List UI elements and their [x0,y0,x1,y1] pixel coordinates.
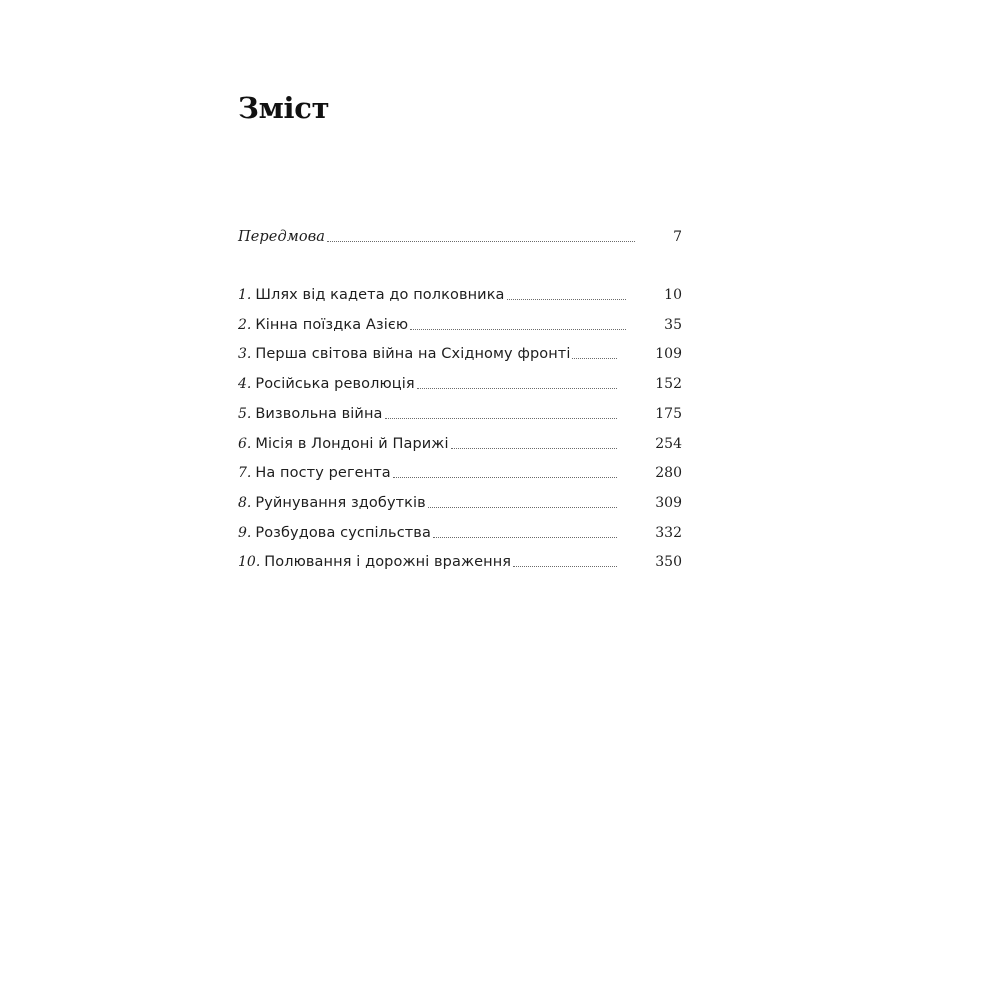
dot-leader [451,447,618,449]
toc-entry-title: Визвольна війна [255,406,383,422]
toc-entry-number: 5. [238,406,252,422]
toc-entry[interactable] [238,492,682,514]
dot-leader [572,357,617,359]
toc-entry-number: 7. [238,465,252,481]
toc-entry[interactable] [238,462,682,484]
toc-entry-page: 332 [655,525,682,541]
toc-entry[interactable] [238,433,682,455]
toc-entry-page: 7 [673,229,682,245]
toc-entry-number: 4. [238,376,252,392]
toc-entry-page: 350 [655,554,682,570]
toc-entry-title: Руйнування здобутків [255,495,426,511]
toc-entry-number: 3. [238,346,252,362]
toc-entry[interactable] [238,284,682,306]
toc-entry-label [238,522,431,544]
toc-entry-page: 280 [655,465,682,481]
toc-entry-title: Російська революція [255,376,415,392]
toc-entry-page: 109 [655,346,682,362]
page-title: Зміст [238,91,330,125]
toc-entry-page: 35 [664,317,682,333]
toc-entry-label [238,314,408,336]
dot-leader [513,565,617,567]
toc-entry-title: Передмова [238,229,326,245]
toc-entry-title: Розбудова суспільства [255,525,431,541]
toc-entry-label [238,433,449,455]
toc-entry[interactable] [238,343,682,365]
toc-entry-label [238,373,415,395]
dot-leader [385,417,618,419]
toc-entry[interactable] [238,373,682,395]
toc-entry-number: 1. [238,287,252,303]
toc-entry[interactable] [238,551,682,573]
toc-entry-title: На посту регента [255,465,391,481]
toc-entry-label [238,492,426,514]
toc-entry-title: Шлях від кадета до полковника [255,287,505,303]
toc-entry-title: Перша світова війна на Східному фронті [255,346,571,362]
toc-entry-title: Кінна поїздка Азією [255,317,409,333]
dot-leader [428,506,617,508]
toc-entry-label [238,343,570,365]
toc-entry-page: 152 [655,376,682,392]
toc-entry-number: 2. [238,317,252,333]
toc-entry-page: 309 [655,495,682,511]
toc-entry-label [238,462,391,484]
toc-entry[interactable] [238,522,682,544]
dot-leader [417,387,618,389]
toc-entry-title: Місія в Лондоні й Парижі [255,436,449,452]
dot-leader [433,536,617,538]
toc-entry-label [238,226,325,248]
toc-entry-number: 9. [238,525,252,541]
toc-entry-label [238,284,505,306]
toc-entry[interactable] [238,403,682,425]
toc-entry-preface[interactable] [238,226,682,248]
toc-entry-page: 175 [655,406,682,422]
toc-entry-label [238,403,383,425]
toc-entry[interactable] [238,314,682,336]
dot-leader [327,240,635,242]
toc-entry-number: 6. [238,436,252,452]
toc-entry-page: 254 [655,436,682,452]
toc-entry-page: 10 [664,287,682,303]
toc-entry-label [238,551,511,573]
toc-entry-number: 8. [238,495,252,511]
dot-leader [410,328,626,330]
dot-leader [393,476,617,478]
toc-entry-number: 10. [238,554,261,570]
dot-leader [507,298,627,300]
toc-entry-title: Полювання і дорожні враження [264,554,512,570]
